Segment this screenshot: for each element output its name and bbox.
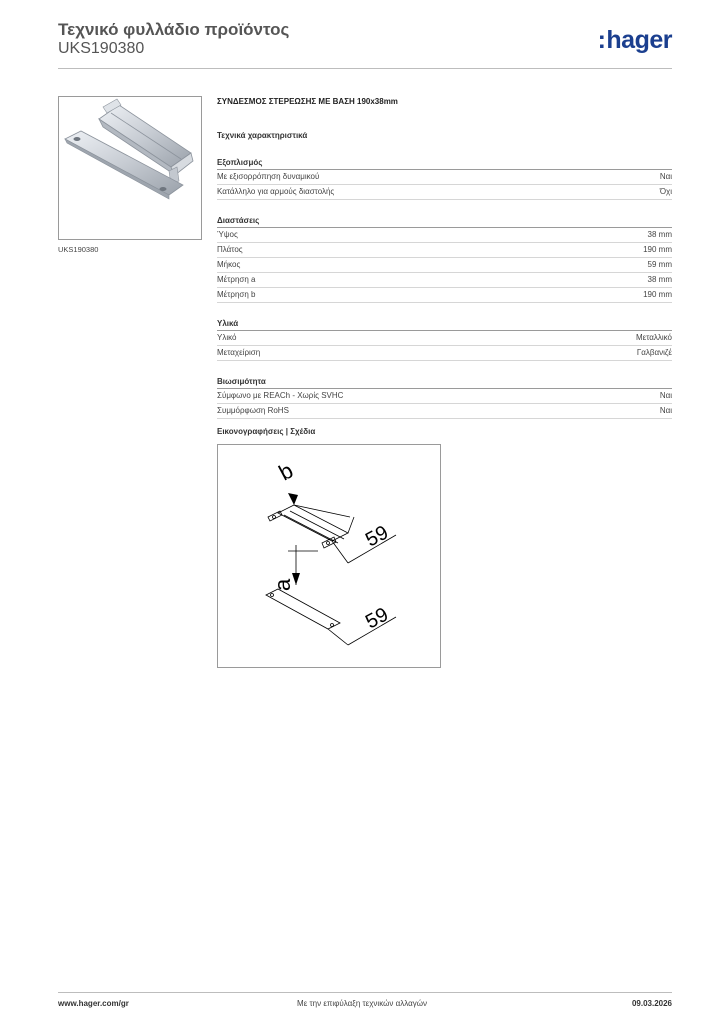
spec-section [217,317,672,361]
spec-label: Μεταχείριση [217,348,261,357]
spec-label: Υλικό [217,333,237,342]
label-a: a [270,578,295,591]
spec-label: Σύμφωνο με REACh - Χωρίς SVHC [217,391,344,400]
page-title: Τεχνικό φυλλάδιο προϊόντος [58,20,290,39]
spec-value: Όχι [659,187,672,196]
spec-value: Ναι [659,391,672,400]
spec-row [217,346,672,361]
spec-row [217,243,672,258]
spec-sections [217,156,672,419]
spec-value: Ναι [659,406,672,415]
product-code: UKS190380 [58,40,145,57]
technical-drawing [217,444,441,668]
section-title: Βιωσιμότητα [217,375,672,389]
spec-label: Κατάλληλο για αρμούς διαστολής [217,187,335,196]
product-details [217,96,672,419]
spec-value: 38 mm [647,275,672,284]
footer-website[interactable]: www.hager.com/gr [58,999,129,1008]
spec-label: Συμμόρφωση RoHS [217,406,289,415]
spec-row [217,331,672,346]
spec-value: Μεταλλικό [635,333,672,342]
footer-divider [58,992,672,993]
dimension-drawing-icon [218,445,440,667]
product-image [58,96,202,240]
arrow-b-icon [288,493,298,505]
section-title: Υλικά [217,317,672,331]
spec-row [217,288,672,303]
spec-row [217,389,672,404]
spec-value: Ναι [659,172,672,181]
label-59-bottom: 59 [362,603,392,634]
tech-characteristics-heading: Τεχνικά χαρακτηριστικά [217,131,308,140]
spec-row [217,258,672,273]
spec-row [217,273,672,288]
spec-label: Ύψος [217,230,238,239]
spec-label: Μέτρηση a [217,275,256,284]
spec-value: 59 mm [647,260,672,269]
label-59-top: 59 [362,521,392,552]
label-b: b [274,457,298,486]
spec-row [217,404,672,419]
section-title: Διαστάσεις [217,214,672,228]
spec-label: Πλάτος [217,245,243,254]
section-title: Εξοπλισμός [217,156,672,170]
spec-section [217,214,672,303]
image-caption: UKS190380 [58,245,99,254]
spec-label: Με εξισορρόπηση δυναμικού [217,172,320,181]
spec-value: Γαλβανιζέ [636,348,672,357]
spec-value: 190 mm [643,290,672,299]
spec-value: 190 mm [643,245,672,254]
spec-label: Μήκος [217,260,241,269]
illustrations-heading: Εικονογραφήσεις | Σχέδια [217,427,316,436]
spec-row [217,170,672,185]
hager-logo: :hager [597,26,672,54]
footer-notice: Με την επιφύλαξη τεχνικών αλλαγών [297,999,427,1008]
logo-text: hager [606,26,672,54]
spec-row [217,185,672,200]
product-photo-icon [59,97,201,239]
spec-label: Μέτρηση b [217,290,256,299]
spec-value: 38 mm [647,230,672,239]
product-name: ΣΥΝΔΕΣΜΟΣ ΣΤΕΡΕΩΣΗΣ ΜΕ ΒΑΣΗ 190x38mm [217,97,398,106]
footer-date: 09.03.2026 [631,999,672,1008]
spec-row [217,228,672,243]
spec-section [217,375,672,419]
spec-section [217,156,672,200]
header-divider [58,68,672,69]
